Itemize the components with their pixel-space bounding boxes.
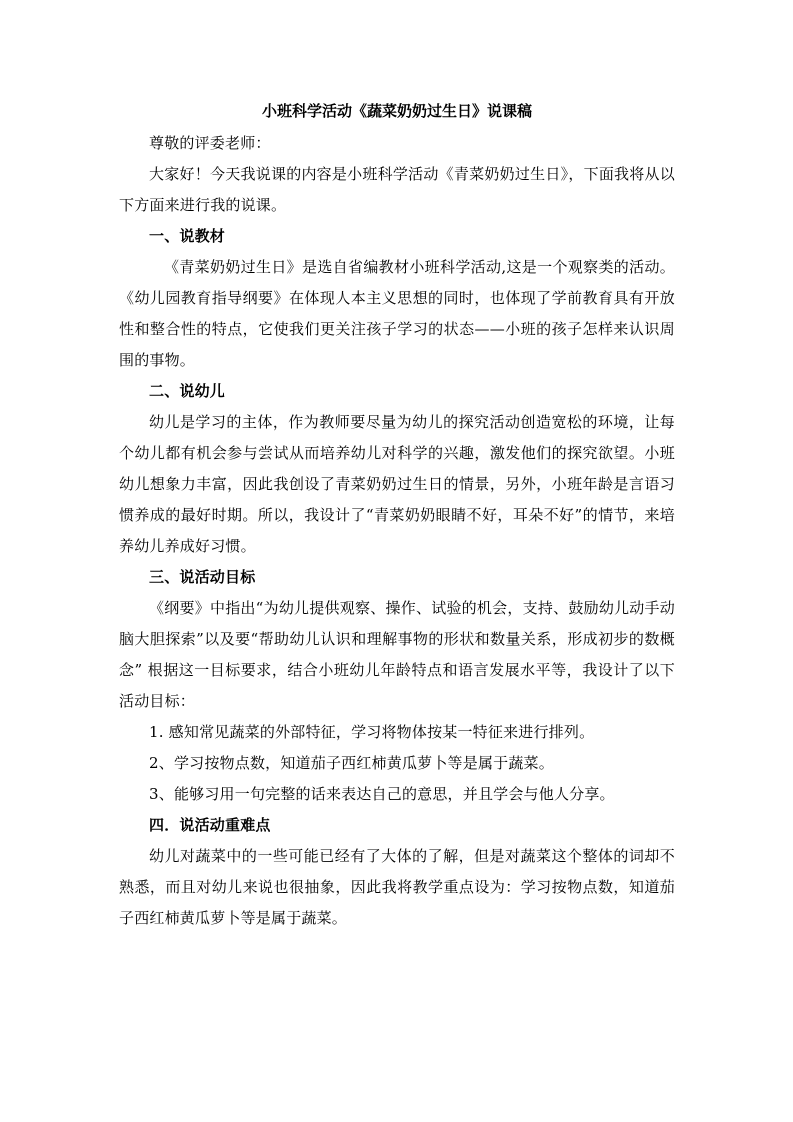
goal-list-item: 2、学习按物点数，知道茄子西红柿黄瓜萝卜等是属于蔬菜。: [149, 754, 554, 772]
goal-list-item: 1. 感知常见蔬菜的外部特征，学习将物体按某一特征来进行排列。: [149, 723, 595, 741]
goal-list-item: 3、能够习用一句完整的话来表达自己的意思，并且学会与他人分享。: [149, 785, 615, 803]
section-heading-activity-goals: 三、说活动目标: [149, 568, 256, 586]
document-body: [119, 128, 675, 934]
document-title: 小班科学活动《蔬菜奶奶过生日》说课稿: [261, 102, 532, 120]
section-heading-teaching-material: 一、说教材: [149, 227, 226, 245]
section-paragraph: 《纲要》中指出“为幼儿提供观察、操作、试验的机会，支持、鼓励幼儿动手动脑大胆探索”以及要“帮助幼儿认识和理解事物的形状和数量关系，形成初步的数概念” 根据这一目标要求，结合小班幼儿年龄特点和语言发展水平等，我设计了以下活动目标：: [119, 599, 675, 710]
intro-paragraph: 大家好！今天我说课的内容是小班科学活动《青菜奶奶过生日》，下面我将从以下方面来进行我的说课。: [119, 165, 675, 214]
section-paragraph: 《青菜奶奶过生日》是选自省编教材小班科学活动,这是一个观察类的活动。《幼儿园教育指导纲要》在体现人本主义思想的同时，也体现了学前教育具有开放性和整合性的特点，它使我们更关注孩子学习的状态——小班的孩子怎样来认识周围的事物。: [119, 258, 675, 369]
section-paragraph: 幼儿对蔬菜中的一些可能已经有了大体的了解，但是对蔬菜这个整体的词却不熟悉，而且对幼儿来说也很抽象，因此我将教学重点设为：学习按物点数，知道茄子西红柿黄瓜萝卜等是属于蔬菜。: [119, 847, 675, 927]
salutation: 尊敬的评委老师：: [149, 134, 271, 152]
section-paragraph: 幼儿是学习的主体，作为教师要尽量为幼儿的探究活动创造宽松的环境，让每个幼儿都有机会参与尝试从而培养幼儿对科学的兴趣，激发他们的探究欲望。小班幼儿想象力丰富，因此我创设了青菜奶奶过生日的情景，另外，小班年龄是言语习惯养成的最好时期。所以，我设计了“青菜奶奶眼睛不好，耳朵不好”的情节，来培养幼儿养成好习惯。: [119, 413, 675, 555]
section-heading-children: 二、说幼儿: [149, 382, 226, 400]
section-heading-key-points: 四．说活动重难点: [149, 816, 271, 834]
